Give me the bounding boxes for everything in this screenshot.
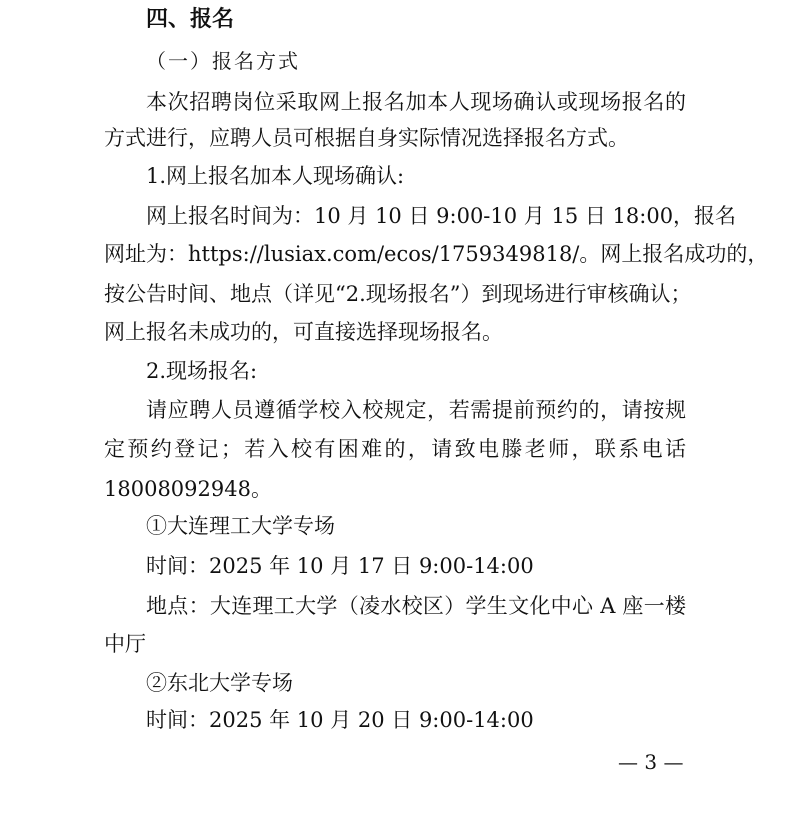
item2-line3: 18008092948。 xyxy=(104,477,272,501)
venue1-name: ①大连理工大学专场 xyxy=(146,514,335,538)
item1-line1: 网上报名时间为：10 月 10 日 9:00-10 月 15 日 18:00，报名 xyxy=(146,204,737,228)
subsection-title: （一）报名方式 xyxy=(146,49,300,73)
item1-line4: 网上报名未成功的，可直接选择现场报名。 xyxy=(104,320,503,344)
item2-line2: 定预约登记；若入校有困难的，请致电滕老师，联系电话 xyxy=(104,437,686,461)
item1-line3: 按公告时间、地点（详见“2.现场报名”）到现场进行审核确认； xyxy=(104,282,692,306)
item2-line1: 请应聘人员遵循学校入校规定，若需提前预约的，请按规 xyxy=(146,398,686,422)
section-title: 四、报名 xyxy=(146,7,235,32)
venue1-place-line2: 中厅 xyxy=(104,632,146,656)
venue1-time: 时间：2025 年 10 月 17 日 9:00-14:00 xyxy=(146,554,534,578)
venue2-time: 时间：2025 年 10 月 20 日 9:00-14:00 xyxy=(146,708,534,732)
item2-title: 2.现场报名: xyxy=(146,359,258,383)
venue1-place-line1: 地点：大连理工大学（凌水校区）学生文化中心 A 座一楼 xyxy=(146,594,686,618)
para1-line1: 本次招聘岗位采取网上报名加本人现场确认或现场报名的 xyxy=(146,90,686,114)
para1-line2: 方式进行，应聘人员可根据自身实际情况选择报名方式。 xyxy=(104,126,629,150)
page-number: — 3 — xyxy=(618,750,684,774)
item1-line2: 网址为：https://lusiax.com/ecos/1759349818/。网上报名成功的， xyxy=(104,242,769,266)
item1-title: 1.网上报名加本人现场确认: xyxy=(146,164,405,188)
venue2-name: ②东北大学专场 xyxy=(146,671,293,695)
